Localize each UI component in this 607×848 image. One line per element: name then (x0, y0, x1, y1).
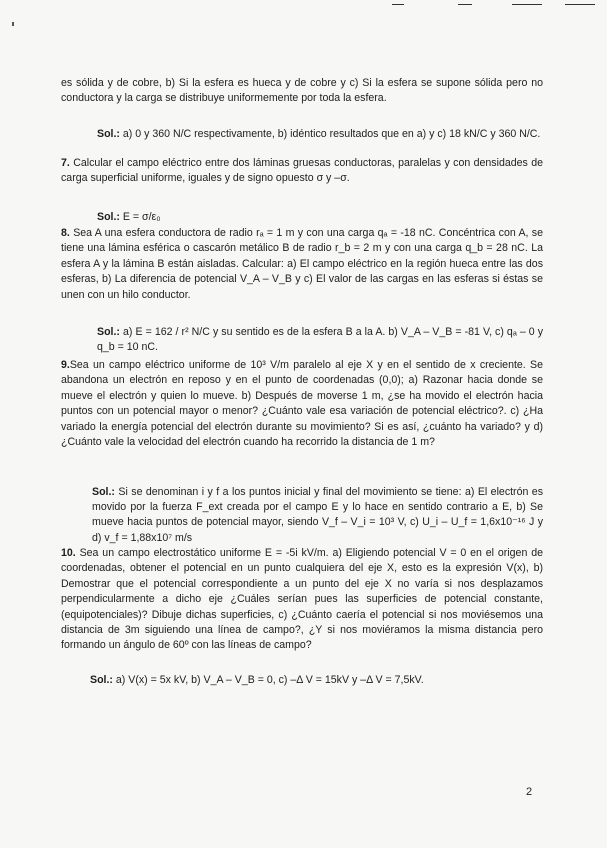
intro-solution-text: a) 0 y 360 N/C respectivamente, b) idéntico resultados que en a) y c) 18 kN/C y 360 N/C. (122, 127, 541, 140)
problem-7 (61, 156, 543, 187)
problem-9-text: Sea un campo eléctrico uniforme de 10³ V/m paralelo al eje X y en el sentido de x creciente. Se abandona un electrón en reposo y en el punto de coordenadas (0,0); a) Razonar hacia donde se mueve el electrón y quien lo mueve. b) Después de moverse 1 m, ¿se ha movido el electrón hacia puntos con un potencial mayor o menor? ¿Cuánto vale esa variación de potencial eléctrico?. c) ¿Ha variado la energía potencial del electrón durante su movimiento? Si es así, ¿cuánto ha variado? y d) ¿Cuánto vale la velocidad del electrón cuando ha recorrido la distancia de 1 m? (61, 359, 543, 449)
problem-7-text: Calcular el campo eléctrico entre dos láminas gruesas conductoras, paralelas y con densidades de carga superficial uniforme, iguales y de signo opuesto σ y –σ. (61, 157, 543, 185)
sol-label: Sol.: (97, 127, 120, 140)
intro-solution (97, 116, 543, 153)
problem-7-number: 7. (61, 157, 70, 169)
problem-10-number: 10. (61, 547, 76, 559)
scan-speck (12, 22, 14, 26)
scan-edge-mark (512, 4, 542, 5)
intro-paragraph (61, 76, 543, 107)
problem-10-text: Sea un campo electrostático uniforme E = -5i kV/m. a) Eligiendo potencial V = 0 en el origen de coordenadas, obtener el potencial en un punto cualquiera del eje X, esto es la expresión V(x), b) Demostrar que el potencial correspondiente a un punto del eje X no varía si nos desplazamos perpendicularmente a dicho eje ¿Cuáles serían pues las superficies de potencial constante, (equipotenciales)? Dibuje dichas superficies, c) ¿Cuánto caería el potencial si nos moviésemos una distancia de 3m siguiendo una línea de campo?, ¿Y si nos moviéramos la misma distancia pero formando un ángulo de 60º con las líneas de campo? (61, 547, 543, 652)
intro-text: es sólida y de cobre, b) Si la esfera es hueca y de cobre y c) Si la esfera se supone sólida pero no conductora y la carga se distribuye uniformemente por toda la esfera. (61, 77, 543, 105)
problem-9-solution (92, 474, 543, 557)
problem-9 (61, 358, 543, 450)
problem-9-number: 9. (61, 359, 70, 371)
problem-10-solution-text: a) V(x) = 5x kV, b) V_A – V_B = 0, c) –Δ V = 15kV y –Δ V = 7,5kV. (115, 673, 424, 686)
scan-edge-mark (565, 4, 595, 5)
problem-8 (61, 226, 543, 303)
problem-9-solution-text: Si se denominan i y f a los puntos inicial y final del movimiento se tiene: a) El electrón es movido por la fuerza F_ext creada por el campo E y lo hace en sentido contrario a E, b) Se mueve hacia puntos de potencial mayor, siendo V_f – V_i = 10³ V, c) U_i – U_f = 1,6x10⁻¹⁶ J y d) v_f = 1,88x10⁷ m/s (92, 485, 543, 544)
sol-label: Sol.: (97, 325, 120, 338)
scan-edge-mark (392, 4, 404, 5)
sol-label: Sol.: (90, 673, 113, 686)
problem-8-number: 8. (61, 227, 70, 239)
sol-label: Sol.: (92, 485, 115, 498)
problem-8-solution-text: a) E = 162 / r² N/C y su sentido es de la esfera B a la A. b) V_A – V_B = -81 V, c) qₐ – 0 y q_b = 10 nC. (97, 325, 543, 353)
problem-10-solution (90, 662, 543, 699)
sol-label: Sol.: (97, 210, 120, 223)
scan-edge-mark (458, 4, 472, 5)
problem-10 (61, 546, 543, 654)
problem-8-text: Sea A una esfera conductora de radio rₐ = 1 m y con una carga qₐ = -18 nC. Concéntrica con A, se tiene una lámina esférica o cascarón metálico B de radio r_b = 2 m y con una carga q_b = 28 nC. La esfera A y la lámina B están aisladas. Calcular: a) El campo eléctrico en la región hueca entre las dos esferas, b) La diferencia de potencial V_A – V_B y c) El valor de las cargas en las esferas si éstas se unen con un hilo conductor. (61, 227, 543, 301)
problem-7-solution-text: E = σ/ε₀ (122, 210, 161, 223)
page-number: 2 (526, 786, 533, 798)
